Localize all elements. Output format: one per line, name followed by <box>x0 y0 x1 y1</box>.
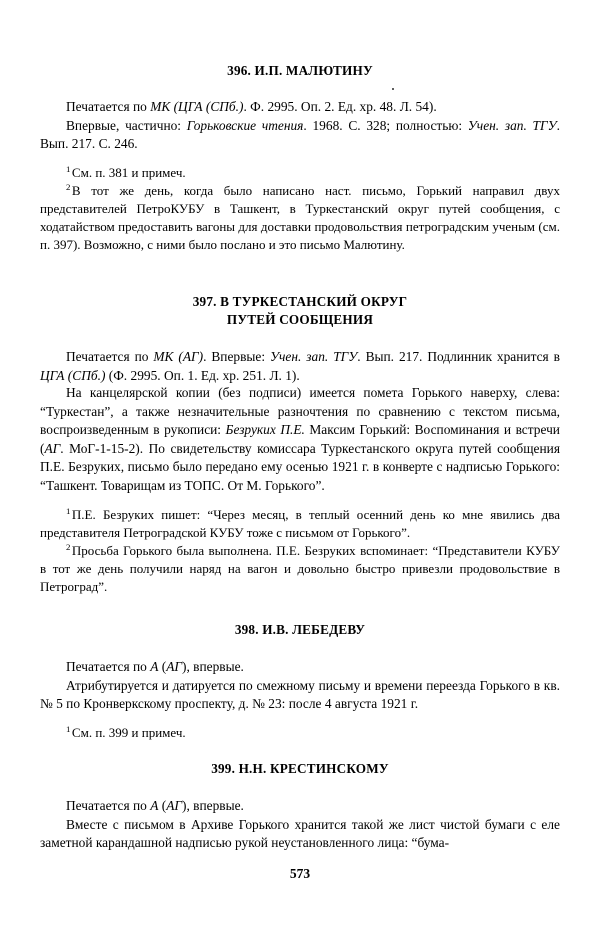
footnote-text: См. п. 381 и примеч. <box>71 165 186 180</box>
italic-source-ref: А <box>150 659 159 674</box>
section-397-body-paragraph: На канцелярской копии (без подписи) имеется помета Горького наверху, слева: “Туркестан”, а также незначительные разночтения по сравнению с текстом письма, воспроизведенным в рукописи: Безруких П.Е. Максим Горький: Воспоминания и встречи (АГ. МоГ-1-15-2). По свидетельству комиссара Туркестанского округа путей сообщения П.Е. Безруких, письмо было передано ему осенью 1921 г. в конверте с надписью Горького: “Ташкент. Товарищам из ТОПС. От М. Горького”. <box>40 385 560 493</box>
footnote-marker: 2 <box>66 542 71 553</box>
section-396-title-line: 396. И.П. МАЛЮТИНУ <box>227 63 373 78</box>
footnote-marker: 1 <box>66 506 71 517</box>
italic-source-ref: МК (ЦГА (СПб.) <box>150 99 244 114</box>
section-397-title-line: ПУТЕЙ СООБЩЕНИЯ <box>226 311 374 327</box>
section-397 <box>40 293 560 329</box>
section-397-source-line: Печатается по МК (АГ). Впервые: Учен. зап. ТГУ. Вып. 217. Подлинник хранится в ЦГА (СПб.) (Ф. 2995. Оп. 1. Ед. хр. 251. Л. 1). <box>40 349 560 383</box>
italic-archive-abbr: АГ <box>166 659 182 674</box>
section-398 <box>40 621 560 639</box>
italic-author-ref: Безруких П.Е. <box>225 422 305 438</box>
section-397-title-line: 397. В ТУРКЕСТАНСКИЙ ОКРУГ <box>192 294 408 309</box>
section-397-source <box>40 348 560 385</box>
section-399-title-line: 399. Н.Н. КРЕСТИНСКОМУ <box>211 761 389 776</box>
section-396-source-line-2: Впервые, частично: Горьковские чтения. 1968. С. 328; полностью: Учен. зап. ТГУ. Вып. 217. С. 246. <box>40 117 560 152</box>
section-399-title <box>40 760 560 778</box>
section-398-title-line: 398. И.В. ЛЕБЕДЕВУ <box>234 622 366 637</box>
section-396-title <box>40 62 560 80</box>
section-398-footnotes <box>40 724 560 742</box>
footnote <box>40 182 560 254</box>
italic-archive-abbr: АГ <box>166 798 182 813</box>
italic-archive-abbr: АГ <box>44 440 61 456</box>
section-399-source-line: Печатается по А (АГ), впервые. <box>66 798 244 813</box>
italic-publication-title: Горьковские чтения <box>186 117 304 133</box>
italic-journal-ref: Учен. зап. ТГУ <box>467 117 557 133</box>
section-398-source-line: Печатается по А (АГ), впервые. <box>66 659 244 674</box>
footnote-text: П.Е. Безруких пишет: “Через месяц, в теплый осенний день ко мне явились два представителя Петроградской КУБУ тоже с письмом от Горького”. <box>40 507 560 540</box>
footnote <box>40 506 560 542</box>
italic-archive-ref: ЦГА (СПб.) <box>40 367 106 383</box>
footnote-marker: 1 <box>66 724 71 735</box>
footnote <box>40 164 560 182</box>
section-399-source <box>40 797 560 853</box>
section-399 <box>40 760 560 778</box>
footnote-text: В тот же день, когда было написано наст. письмо, Горький направил двух представителей ПетроКУБУ в Ташкент, в Туркестанский округ путей сообщения, с ходатайством предоставить вагоны для доставки продовольствия петроградским ученым (см. п. 397). Возможно, с ними было послано и это письмо Малютину. <box>40 182 560 252</box>
footnote-text: Просьба Горького была выполнена. П.Е. Безруких вспоминает: “Представители КУБУ в тот же день получили наряд на вагон и довольно быстро привезли продовольствие в Петроград”. <box>40 542 560 594</box>
footnote <box>40 724 560 742</box>
section-399-body-paragraph: Вместе с письмом в Архиве Горького хранится такой же лист чистой бумаги с еле заметной карандашной надписью рукой неустановленного лица: “бума- <box>40 816 560 851</box>
footnote-marker: 1 <box>66 164 71 175</box>
section-398-title <box>40 621 560 639</box>
section-396-source <box>40 98 560 154</box>
section-397-title <box>40 293 560 329</box>
italic-source-ref: А <box>150 798 159 813</box>
footnote <box>40 542 560 596</box>
ink-speck <box>392 88 394 90</box>
section-398-source <box>40 658 560 714</box>
section-397-body <box>40 384 560 495</box>
section-398-body-paragraph: Атрибутируется и датируется по смежному письму и времени переезда Горького в кв. № 5 по Кронверкскому проспекту, д. № 23: после 4 августа 1921 г. <box>40 677 560 712</box>
section-396 <box>40 62 560 80</box>
italic-source-ref: МК (АГ) <box>153 349 204 364</box>
section-396-source-line-1: Печатается по МК (ЦГА (СПб.). Ф. 2995. Оп. 2. Ед. хр. 48. Л. 54). <box>66 99 437 114</box>
page-number: 573 <box>289 866 311 881</box>
section-396-footnotes <box>40 164 560 254</box>
section-397-footnotes <box>40 506 560 596</box>
italic-journal-ref: Учен. зап. ТГУ <box>270 349 358 364</box>
footnote-marker: 2 <box>66 182 71 193</box>
footnote-text: См. п. 399 и примеч. <box>71 725 186 740</box>
